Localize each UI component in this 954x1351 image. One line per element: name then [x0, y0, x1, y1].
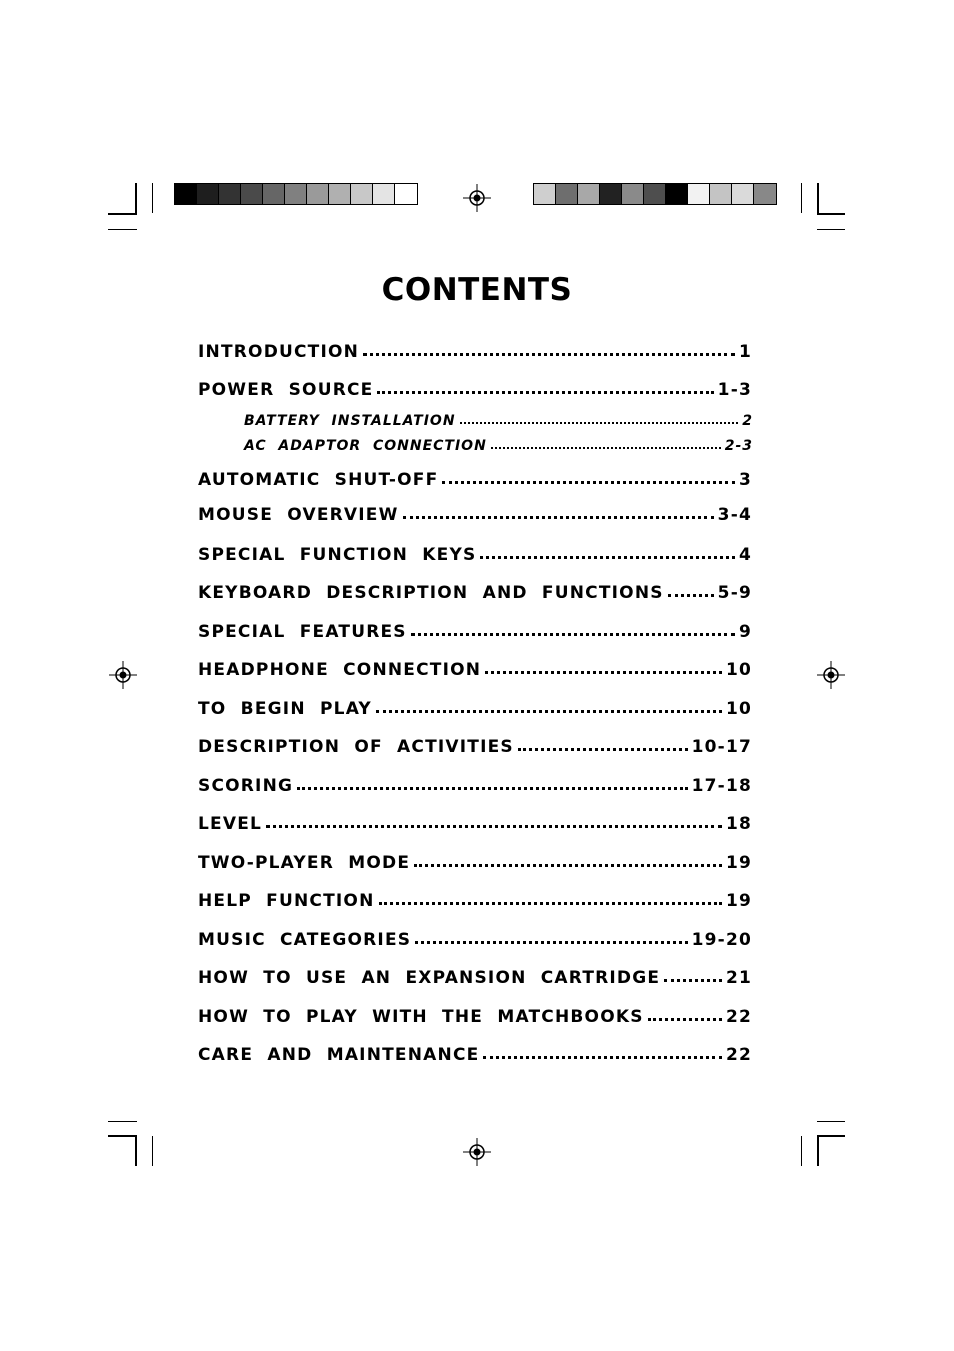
- dot-leader: [485, 661, 722, 674]
- toc-entry: [198, 622, 752, 642]
- toc-entry-page: 21: [725, 968, 752, 988]
- toc-entry-page: 18: [725, 814, 752, 834]
- toc-entry-page: 1-3: [717, 380, 752, 400]
- dot-leader: [480, 546, 735, 559]
- toc-entry-label: TO BEGIN PLAY: [198, 699, 372, 719]
- toc-entry-label: SPECIAL FEATURES: [198, 622, 407, 642]
- toc-entry-label: SCORING: [198, 776, 294, 796]
- toc-entry: [198, 699, 752, 719]
- toc-entry-page: 10: [725, 699, 752, 719]
- dot-leader: [460, 412, 739, 424]
- toc-entry-page: 1: [738, 342, 752, 362]
- toc-entry: [198, 342, 752, 362]
- dot-leader: [668, 584, 714, 597]
- dot-leader: [297, 777, 687, 790]
- toc-entry: [198, 545, 752, 565]
- toc-entry-label: KEYBOARD DESCRIPTION AND FUNCTIONS: [198, 583, 664, 603]
- toc-entry-label: MOUSE OVERVIEW: [198, 505, 399, 525]
- toc-entry-label: SPECIAL FUNCTION KEYS: [198, 545, 477, 565]
- toc-entry-label: HELP FUNCTION: [198, 891, 375, 911]
- dot-leader: [411, 623, 735, 636]
- dot-leader: [518, 738, 688, 751]
- toc-entry-label: DESCRIPTION OF ACTIVITIES: [198, 737, 514, 757]
- toc-entry: [198, 660, 752, 680]
- toc-entry: [198, 583, 752, 603]
- toc-entry-page: 22: [725, 1045, 752, 1065]
- toc-entry: [198, 505, 752, 525]
- dot-leader: [491, 437, 721, 449]
- toc-entry-label: CARE AND MAINTENANCE: [198, 1045, 480, 1065]
- toc-entry: [244, 413, 753, 429]
- dot-leader: [664, 969, 722, 982]
- toc-entry-page: 19: [725, 891, 752, 911]
- dot-leader: [363, 343, 735, 356]
- toc-entry: [198, 1007, 752, 1027]
- toc-entry-page: 3: [738, 470, 752, 490]
- toc-entry-page: 10: [725, 660, 752, 680]
- toc-entry-page: 10-17: [691, 737, 752, 757]
- dot-leader: [442, 471, 735, 484]
- toc-entry-page: 9: [738, 622, 752, 642]
- toc-entry: [198, 470, 752, 490]
- dot-leader: [379, 892, 722, 905]
- toc-entry-page: 19-20: [691, 930, 752, 950]
- dot-leader: [414, 854, 722, 867]
- toc-entry: [198, 776, 752, 796]
- toc-entry-page: 17-18: [691, 776, 752, 796]
- toc-entry-page: 4: [738, 545, 752, 565]
- toc-entry-label: LEVEL: [198, 814, 263, 834]
- toc-entry-label: HOW TO USE AN EXPANSION CARTRIDGE: [198, 968, 661, 988]
- toc-entry-page: 2: [742, 413, 753, 429]
- toc-entry-label: HOW TO PLAY WITH THE MATCHBOOKS: [198, 1007, 644, 1027]
- toc-entry-page: 3-4: [717, 505, 752, 525]
- toc-entry-label: INTRODUCTION: [198, 342, 360, 362]
- dot-leader: [648, 1008, 722, 1021]
- toc-entry-page: 5-9: [717, 583, 752, 603]
- toc-entry: [198, 968, 752, 988]
- toc-entry: [198, 853, 752, 873]
- dot-leader: [376, 700, 722, 713]
- toc-entry-label: AUTOMATIC SHUT-OFF: [198, 470, 439, 490]
- dot-leader: [415, 931, 687, 944]
- toc-entry-label: HEADPHONE CONNECTION: [198, 660, 482, 680]
- toc-entry: [198, 814, 752, 834]
- toc-entry-label: POWER SOURCE: [198, 380, 374, 400]
- toc-entry-label: AC ADAPTOR CONNECTION: [244, 438, 487, 454]
- toc-entry-label: MUSIC CATEGORIES: [198, 930, 412, 950]
- dot-leader: [266, 815, 722, 828]
- dot-leader: [483, 1046, 721, 1059]
- toc-entry-page: 2-3: [724, 438, 753, 454]
- dot-leader: [403, 506, 714, 519]
- toc-entry-page: 19: [725, 853, 752, 873]
- toc-entry: [198, 1045, 752, 1065]
- toc-entry: [198, 930, 752, 950]
- toc-entry: [198, 380, 752, 400]
- toc-entry: [198, 891, 752, 911]
- toc-entry-page: 22: [725, 1007, 752, 1027]
- toc-entry-label: TWO-PLAYER MODE: [198, 853, 411, 873]
- dot-leader: [377, 381, 713, 394]
- toc-entry-label: BATTERY INSTALLATION: [244, 413, 456, 429]
- page-title: CONTENTS: [381, 272, 573, 308]
- toc-entry: [244, 438, 753, 454]
- toc-entry: [198, 737, 752, 757]
